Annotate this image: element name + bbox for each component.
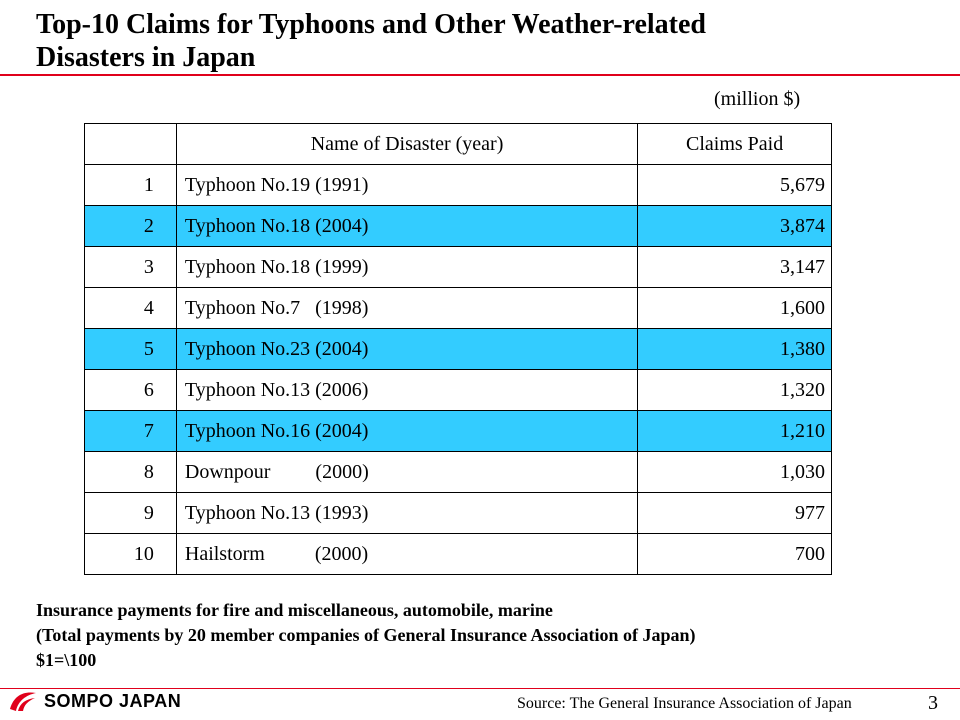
claims-paid-cell: 3,147 <box>638 247 832 288</box>
rank-cell: 1 <box>85 165 177 206</box>
rank-cell: 4 <box>85 288 177 329</box>
title-line-1: Top-10 Claims for Typhoons and Other Weather-related <box>36 9 706 40</box>
title-divider <box>0 74 960 76</box>
footnotes <box>36 598 696 673</box>
rank-cell: 2 <box>85 206 177 247</box>
claims-paid-cell: 5,679 <box>638 165 832 206</box>
page-number: 3 <box>928 692 938 714</box>
sompo-logo-icon <box>8 689 38 713</box>
claims-paid-cell: 1,210 <box>638 411 832 452</box>
disaster-name-cell: Hailstorm (2000) <box>176 534 637 575</box>
rank-cell: 5 <box>85 329 177 370</box>
claims-paid-cell: 3,874 <box>638 206 832 247</box>
rank-cell: 7 <box>85 411 177 452</box>
table-row <box>85 452 832 493</box>
table-row <box>85 493 832 534</box>
table-row <box>85 534 832 575</box>
disaster-name-cell: Typhoon No.13 (2006) <box>176 370 637 411</box>
footnote-line-2: (Total payments by 20 member companies of General Insurance Association of Japan) <box>36 625 696 645</box>
header-name: Name of Disaster (year) <box>176 124 637 165</box>
table-row <box>85 370 832 411</box>
rank-cell: 9 <box>85 493 177 534</box>
rank-cell: 10 <box>85 534 177 575</box>
disaster-name-cell: Typhoon No.19 (1991) <box>176 165 637 206</box>
disaster-name-cell: Typhoon No.16 (2004) <box>176 411 637 452</box>
logo-text: SOMPO JAPAN <box>44 690 182 711</box>
slide-title <box>36 8 916 74</box>
table-header-row <box>85 124 832 165</box>
table-row <box>85 288 832 329</box>
rank-cell: 6 <box>85 370 177 411</box>
disaster-name-cell: Typhoon No.7 (1998) <box>176 288 637 329</box>
footnote-line-1: Insurance payments for fire and miscellaneous, automobile, marine <box>36 600 553 620</box>
table-row-highlighted <box>85 329 832 370</box>
footnote-line-3: $1=\100 <box>36 650 97 670</box>
claims-table <box>84 123 832 575</box>
disaster-name-cell: Typhoon No.13 (1993) <box>176 493 637 534</box>
source-citation: Source: The General Insurance Association of Japan <box>517 695 852 712</box>
claims-paid-cell: 1,380 <box>638 329 832 370</box>
claims-paid-cell: 1,320 <box>638 370 832 411</box>
disaster-name-cell: Typhoon No.23 (2004) <box>176 329 637 370</box>
title-line-2: Disasters in Japan <box>36 42 256 73</box>
table-row <box>85 247 832 288</box>
units-label: (million $) <box>714 88 801 110</box>
table-row-highlighted <box>85 411 832 452</box>
disaster-name-cell: Typhoon No.18 (2004) <box>176 206 637 247</box>
claims-paid-cell: 977 <box>638 493 832 534</box>
table-row <box>85 165 832 206</box>
claims-paid-cell: 1,030 <box>638 452 832 493</box>
disaster-name-cell: Typhoon No.18 (1999) <box>176 247 637 288</box>
claims-paid-cell: 1,600 <box>638 288 832 329</box>
table-row-highlighted <box>85 206 832 247</box>
claims-paid-cell: 700 <box>638 534 832 575</box>
rank-cell: 8 <box>85 452 177 493</box>
company-logo <box>8 686 181 716</box>
header-amount: Claims Paid <box>638 124 832 165</box>
rank-cell: 3 <box>85 247 177 288</box>
header-rank <box>85 124 177 165</box>
disaster-name-cell: Downpour (2000) <box>176 452 637 493</box>
